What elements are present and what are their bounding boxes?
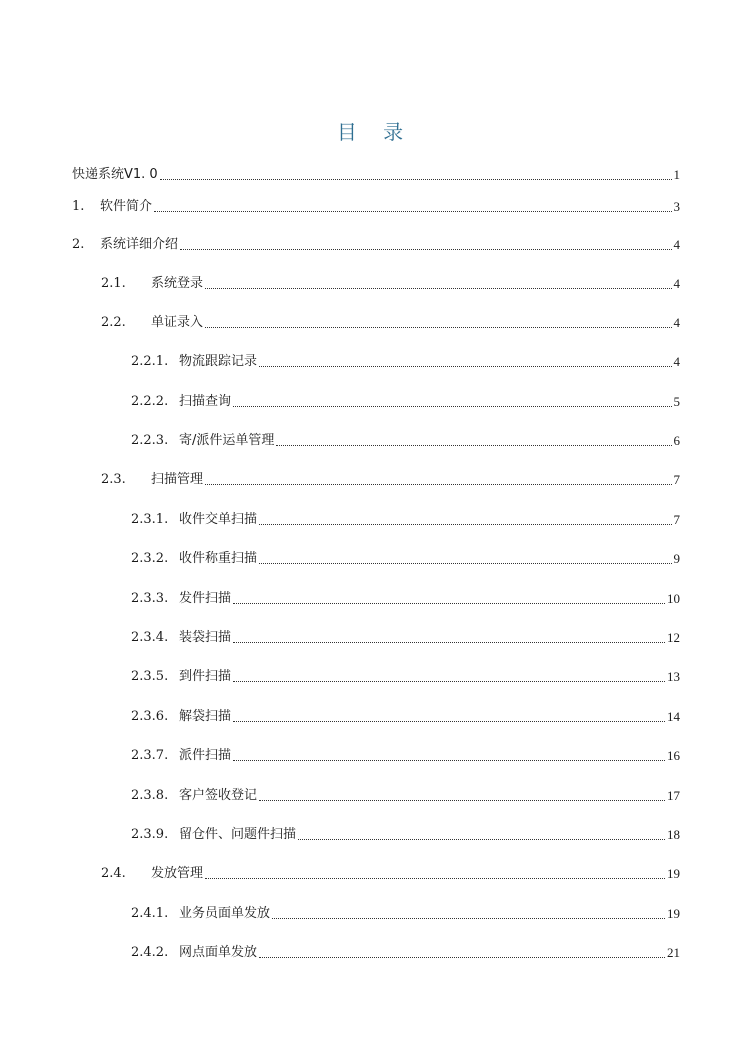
toc-entry-number: 2.2.3. (131, 433, 169, 448)
toc-entry-title: 快递系统V1. 0 (72, 167, 158, 182)
toc-entry-number: 2.3.4. (131, 630, 169, 645)
toc-entry-title: 业务员面单发放 (179, 906, 271, 921)
toc-entry-page: 18 (667, 827, 680, 842)
toc-entry-title: 单证录入 (151, 315, 204, 330)
toc-entry-number: 2.4.1. (131, 906, 169, 921)
toc-entry-title: 软件简介 (100, 199, 153, 214)
toc-entry[interactable] (131, 665, 680, 685)
toc-entry-number: 2.2.2. (131, 394, 169, 409)
toc-entry[interactable] (131, 626, 680, 646)
toc-leader-dots (154, 210, 671, 212)
toc-entry-number: 2. (72, 237, 85, 252)
toc-entry-title: 装袋扫描 (179, 630, 232, 645)
toc-entry-title: 发放管理 (151, 866, 204, 881)
toc-entry-number: 2.1. (101, 276, 126, 291)
toc-leader-dots (205, 877, 665, 879)
toc-leader-dots (205, 326, 671, 328)
toc-entry-number: 2.4. (101, 866, 126, 881)
toc-entry-title: 收件交单扫描 (179, 512, 258, 527)
toc-entry[interactable] (101, 468, 680, 488)
toc-entry[interactable] (72, 195, 680, 215)
toc-entry-page: 17 (667, 788, 680, 803)
toc-entry-number: 2.3.1. (131, 512, 169, 527)
toc-entry[interactable] (72, 233, 680, 253)
toc-entry-page: 4 (673, 315, 680, 330)
toc-entry-title: 发件扫描 (179, 591, 232, 606)
toc-entry-title: 扫描查询 (179, 394, 232, 409)
toc-leader-dots (259, 523, 671, 525)
toc-title: 目 录 (336, 120, 414, 144)
toc-entry-page: 1 (673, 167, 680, 182)
toc-entry-number: 2.3.7. (131, 748, 169, 763)
toc-leader-dots (233, 602, 665, 604)
toc-entry-title: 寄/派件运单管理 (179, 433, 275, 448)
toc-leader-dots (259, 956, 665, 958)
toc-leader-dots (276, 444, 671, 446)
toc-leader-dots (180, 248, 671, 250)
toc-entry[interactable] (131, 508, 680, 528)
toc-entry-number: 2.3. (101, 472, 126, 487)
toc-entry-page: 14 (667, 709, 680, 724)
toc-entry-page: 3 (673, 199, 680, 214)
toc-entry[interactable] (72, 163, 680, 183)
toc-entry[interactable] (131, 705, 680, 725)
toc-leader-dots (233, 405, 671, 407)
toc-leader-dots (233, 641, 665, 643)
toc-entry-page: 9 (673, 551, 680, 566)
toc-entry-page: 4 (673, 276, 680, 291)
toc-leader-dots (205, 483, 671, 485)
toc-entry-page: 5 (673, 394, 680, 409)
toc-entry[interactable] (131, 902, 680, 922)
toc-entry-page: 12 (667, 630, 680, 645)
toc-entry-page: 6 (673, 433, 680, 448)
toc-entry-page: 21 (667, 945, 680, 960)
toc-entry-number: 2.3.8. (131, 788, 169, 803)
toc-entry-title: 客户签收登记 (179, 788, 258, 803)
toc-entry-title: 系统详细介绍 (100, 237, 179, 252)
toc-entry[interactable] (131, 744, 680, 764)
toc-entry-page: 7 (673, 472, 680, 487)
toc-entry[interactable] (131, 784, 680, 804)
toc-leader-dots (272, 917, 665, 919)
toc-entry-page: 19 (667, 906, 680, 921)
toc-entry-title: 留仓件、问题件扫描 (179, 827, 297, 842)
toc-entry[interactable] (131, 350, 680, 370)
toc-entry-number: 1. (72, 199, 85, 214)
toc-entry-number: 2.3.9. (131, 827, 169, 842)
toc-entry[interactable] (131, 941, 680, 961)
toc-entry[interactable] (131, 587, 680, 607)
toc-entry-number: 2.4.2. (131, 945, 169, 960)
toc-leader-dots (205, 287, 671, 289)
toc-entry-number: 2.3.3. (131, 591, 169, 606)
toc-entry-number: 2.3.6. (131, 709, 169, 724)
toc-entry-title: 物流跟踪记录 (179, 354, 258, 369)
toc-leader-dots (160, 178, 672, 180)
toc-leader-dots (298, 838, 665, 840)
toc-entry[interactable] (101, 862, 680, 882)
toc-entry[interactable] (131, 390, 680, 410)
toc-entry[interactable] (131, 547, 680, 567)
toc-leader-dots (259, 365, 671, 367)
toc-leader-dots (259, 799, 665, 801)
toc-entry[interactable] (131, 429, 680, 449)
toc-entry-page: 10 (667, 591, 680, 606)
toc-entry[interactable] (101, 311, 680, 331)
toc-entry-title: 解袋扫描 (179, 709, 232, 724)
toc-entry-page: 4 (673, 354, 680, 369)
toc-entry-page: 16 (667, 748, 680, 763)
toc-leader-dots (259, 562, 671, 564)
toc-entry-number: 2.3.5. (131, 669, 169, 684)
toc-entry-title: 收件称重扫描 (179, 551, 258, 566)
toc-entry-page: 13 (667, 669, 680, 684)
toc-entry-number: 2.2.1. (131, 354, 169, 369)
toc-entry-title: 派件扫描 (179, 748, 232, 763)
toc-entry-number: 2.2. (101, 315, 126, 330)
toc-entry-title: 扫描管理 (151, 472, 204, 487)
toc-leader-dots (233, 720, 665, 722)
toc-entry[interactable] (131, 823, 680, 843)
toc-entry-title: 到件扫描 (179, 669, 232, 684)
toc-entry-title: 网点面单发放 (179, 945, 258, 960)
toc-entry-title: 系统登录 (151, 276, 204, 291)
toc-leader-dots (233, 759, 665, 761)
toc-entry-page: 19 (667, 866, 680, 881)
toc-leader-dots (233, 680, 665, 682)
toc-entry-page: 7 (673, 512, 680, 527)
toc-entry-number: 2.3.2. (131, 551, 169, 566)
toc-entry[interactable] (101, 272, 680, 292)
toc-entry-page: 4 (673, 237, 680, 252)
